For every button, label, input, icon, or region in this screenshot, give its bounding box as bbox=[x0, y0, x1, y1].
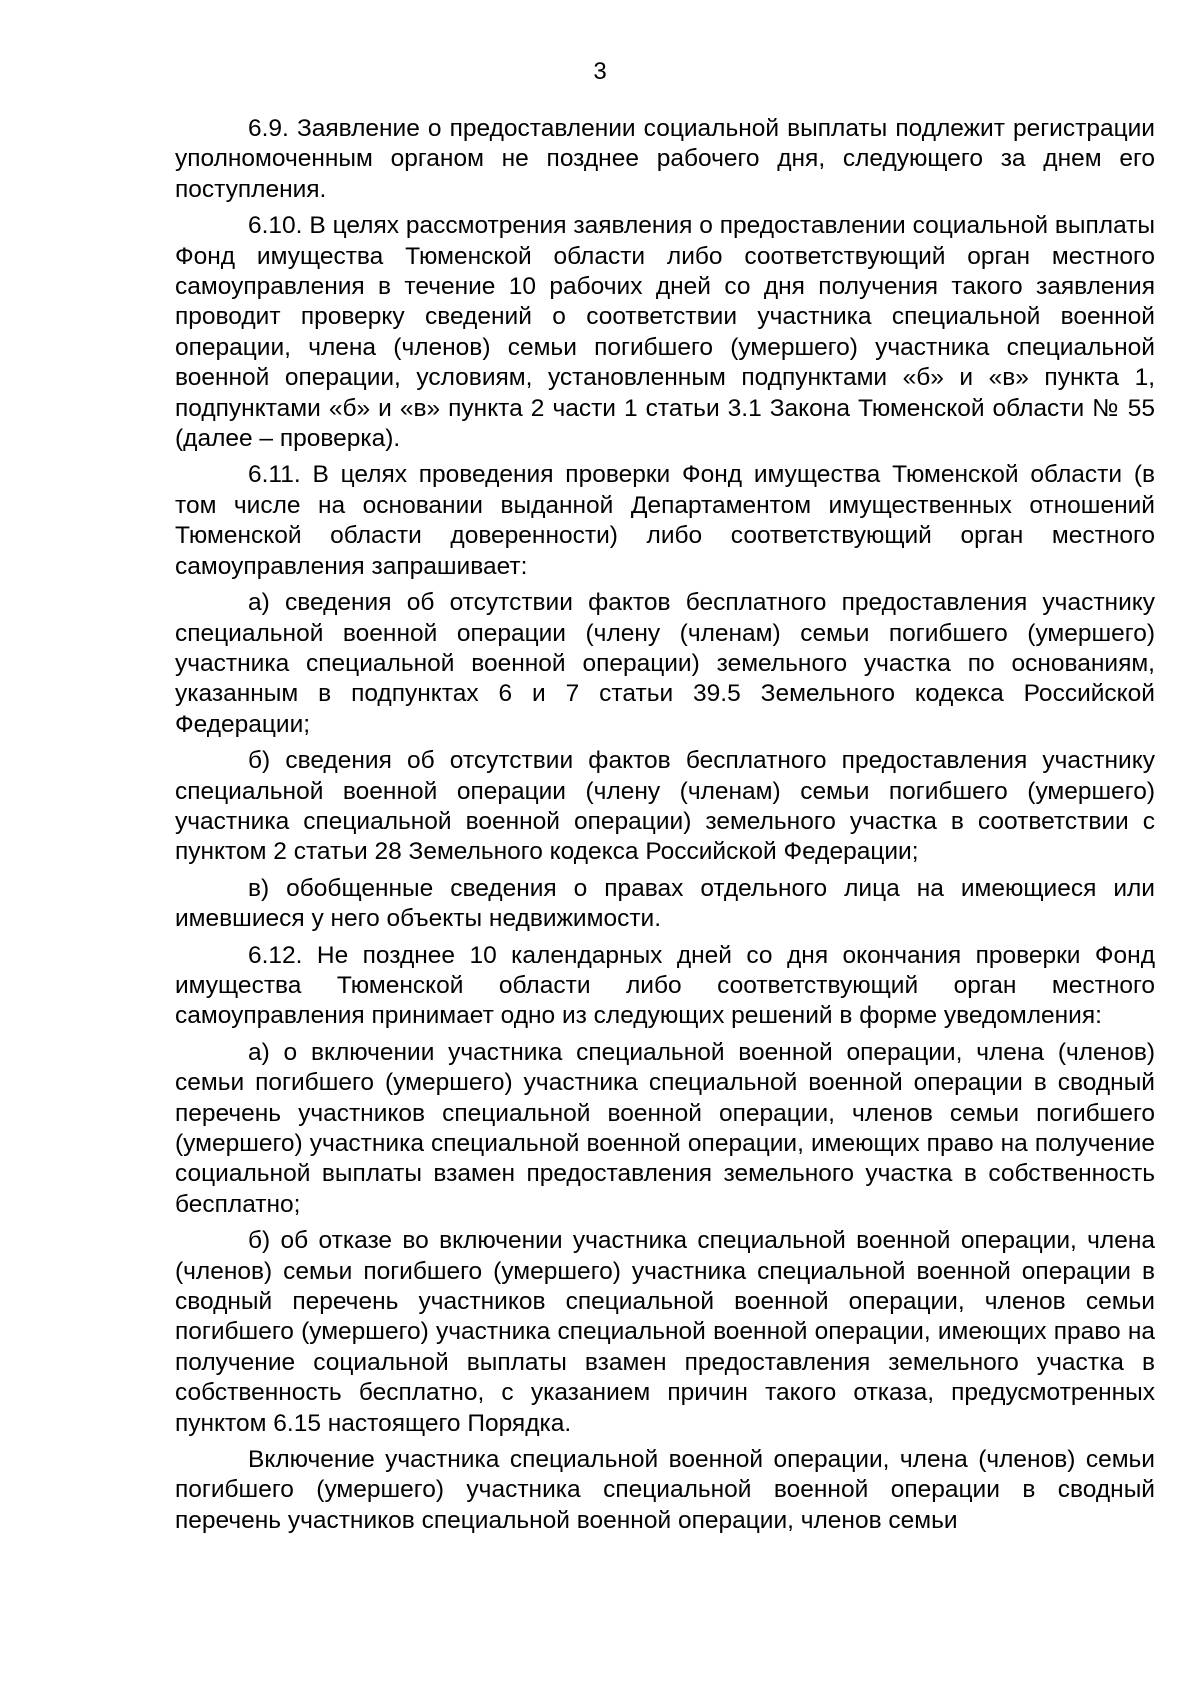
paragraph-6-12-a: а) о включении участника специальной военной операции, члена (членов) семьи погибшего (умершего) участника специальной военной операции в сводный перечень участников специальной военной операции, членов семьи погибшего (умершего) участника специальной военной операции, имеющих право на получение социальной выплаты взамен предоставления земельного участка в собственность бесплатно; bbox=[175, 1038, 1155, 1218]
paragraph-6-9: 6.9. Заявление о предоставлении социальной выплаты подлежит регистрации уполномоченным органом не позднее рабочего дня, следующего за днем его поступления. bbox=[175, 115, 1155, 203]
paragraph-6-12: 6.12. Не позднее 10 календарных дней со дня окончания проверки Фонд имущества Тюменской области либо соответствующий орган местного самоуправления принимает одно из следующих решений в форме уведомления: bbox=[175, 941, 1155, 1030]
paragraph-6-11-b: б) сведения об отсутствии фактов бесплатного предоставления участнику специальной военной операции (члену (членам) семьи погибшего (умершего) участника специальной военной операции) земельного участка в соответствии с пунктом 2 статьи 28 Земельного кодекса Российской Федерации; bbox=[175, 747, 1155, 866]
page-number: 3 bbox=[593, 58, 607, 85]
paragraph-inclusion: Включение участника специальной военной операции, члена (членов) семьи погибшего (умершего) участника специальной военной операции в сводный перечень участников специальной военной операции, членов семьи bbox=[175, 1446, 1155, 1534]
paragraph-6-11-a: а) сведения об отсутствии фактов бесплатного предоставления участнику специальной военной операции (члену (членам) семьи погибшего (умершего) участника специальной военной операции) земельного участка по основаниям, указанным в подпунктах 6 и 7 статьи 39.5 Земельного кодекса Российской Федерации; bbox=[175, 589, 1155, 738]
paragraph-6-12-b: б) об отказе во включении участника специальной военной операции, члена (членов) семьи погибшего (умершего) участника специальной военной операции в сводный перечень участников специальной военной операции, членов семьи погибшего (умершего) участника специальной военной операции, имеющих право на получение социальной выплаты взамен предоставления земельного участка в собственность бесплатно, с указанием причин такого отказа, предусмотренных пунктом 6.15 настоящего Порядка. bbox=[175, 1227, 1155, 1437]
document-body bbox=[175, 114, 1155, 1542]
paragraph-6-10: 6.10. В целях рассмотрения заявления о предоставлении социальной выплаты Фонд имущества Тюменской области либо соответствующий орган местного самоуправления в течение 10 рабочих дней со дня получения такого заявления проводит проверку сведений о соответствии участника специальной военной операции, члена (членов) семьи погибшего (умершего) участника специальной военной операции, условиям, установленным подпунктами «б» и «в» пункта 1, подпунктами «б» и «в» пункта 2 части 1 статьи 3.1 Закона Тюменской области № 55 (далее – проверка). bbox=[175, 212, 1155, 453]
paragraph-6-11-v: в) обобщенные сведения о правах отдельного лица на имеющиеся или имевшиеся у него объекты недвижимости. bbox=[175, 874, 1155, 933]
paragraph-6-11: 6.11. В целях проведения проверки Фонд имущества Тюменской области (в том числе на основании выданной Департаментом имущественных отношений Тюменской области доверенности) либо соответствующий орган местного самоуправления запрашивает: bbox=[175, 461, 1155, 580]
